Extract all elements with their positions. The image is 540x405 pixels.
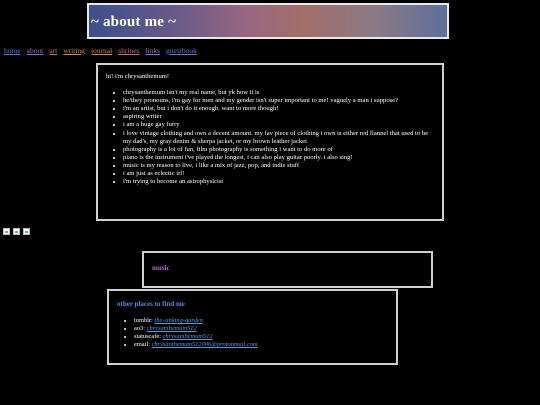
- link-label: tumblr:: [134, 317, 155, 324]
- link-label: ao3:: [134, 325, 147, 332]
- about-item: • aspiring writer: [123, 113, 434, 121]
- nav-art-link[interactable]: art: [49, 46, 58, 55]
- nav-shrines-link[interactable]: shrines: [118, 46, 140, 55]
- broken-images-row: [3, 228, 30, 235]
- site-nav: [4, 46, 197, 55]
- statuscafe-link[interactable]: chrysanthemum512: [162, 333, 213, 340]
- music-heading: music: [152, 264, 170, 272]
- about-item: • i'm an artist, but i don't do it enough. want to more though!: [123, 105, 434, 113]
- about-item: • chrysanthemum isn't my real name, but yk how it is: [123, 89, 434, 97]
- about-item: • piano is the instrument i've played the longest, i can also play guitar poorly. i also sing!: [123, 154, 434, 162]
- about-item: • i love vintage clothing and own a decent amount. my fav piece of clothing i own is either red flannel that used to be my dad's, my gray denim & sherpa jacket, or my brown leather jacket: [123, 130, 434, 146]
- nav-links-link[interactable]: links: [145, 46, 161, 55]
- music-box: [142, 251, 433, 288]
- links-list: [117, 317, 388, 349]
- about-item: • he/they pronouns, i'm gay for men and my gender isn't super important to me! vaguely a man i suppose?: [123, 97, 434, 105]
- about-box: [96, 63, 444, 221]
- header-banner: [87, 3, 449, 39]
- email-link[interactable]: chrysanthemum512006@protonmail.com: [151, 341, 258, 348]
- link-item-ao3: [134, 325, 388, 333]
- links-box: [107, 289, 398, 365]
- about-item: • i'm trying to become an astrophysicist: [123, 178, 434, 186]
- ao3-link[interactable]: chrysanthemum512: [146, 325, 197, 332]
- about-item: • i am just as eclectic irl!: [123, 170, 434, 178]
- link-item-tumblr: [134, 317, 388, 325]
- nav-guestbook-link[interactable]: guestbook: [166, 46, 197, 55]
- tumblr-link[interactable]: the-sinking-garden: [154, 317, 203, 324]
- page-title: ~ about me ~: [91, 14, 177, 30]
- nav-about-link[interactable]: about: [26, 46, 44, 55]
- broken-image-icon[interactable]: [3, 228, 10, 235]
- broken-image-icon[interactable]: [23, 228, 30, 235]
- broken-image-icon[interactable]: [13, 228, 20, 235]
- link-label: statuscafe:: [134, 333, 163, 340]
- link-item-statuscafe: [134, 333, 388, 341]
- nav-journal-link[interactable]: journal: [90, 46, 113, 55]
- nav-writing-link[interactable]: writing: [63, 46, 85, 55]
- link-label: email:: [134, 341, 152, 348]
- about-item: • i am a huge gay furry: [123, 121, 434, 129]
- about-item: • music is my reason to live, i like a mix of jazz, pop, and indie stuff: [123, 162, 434, 170]
- nav-home-link[interactable]: home: [4, 46, 21, 55]
- about-greeting: hi! i'm chrysanthemum!: [106, 73, 170, 80]
- link-item-email: [134, 341, 388, 349]
- about-list: [106, 89, 434, 186]
- links-heading: other places to find me: [117, 300, 185, 308]
- about-item: • photography is a lot of fun, film photography is something i want to do more of: [123, 146, 434, 154]
